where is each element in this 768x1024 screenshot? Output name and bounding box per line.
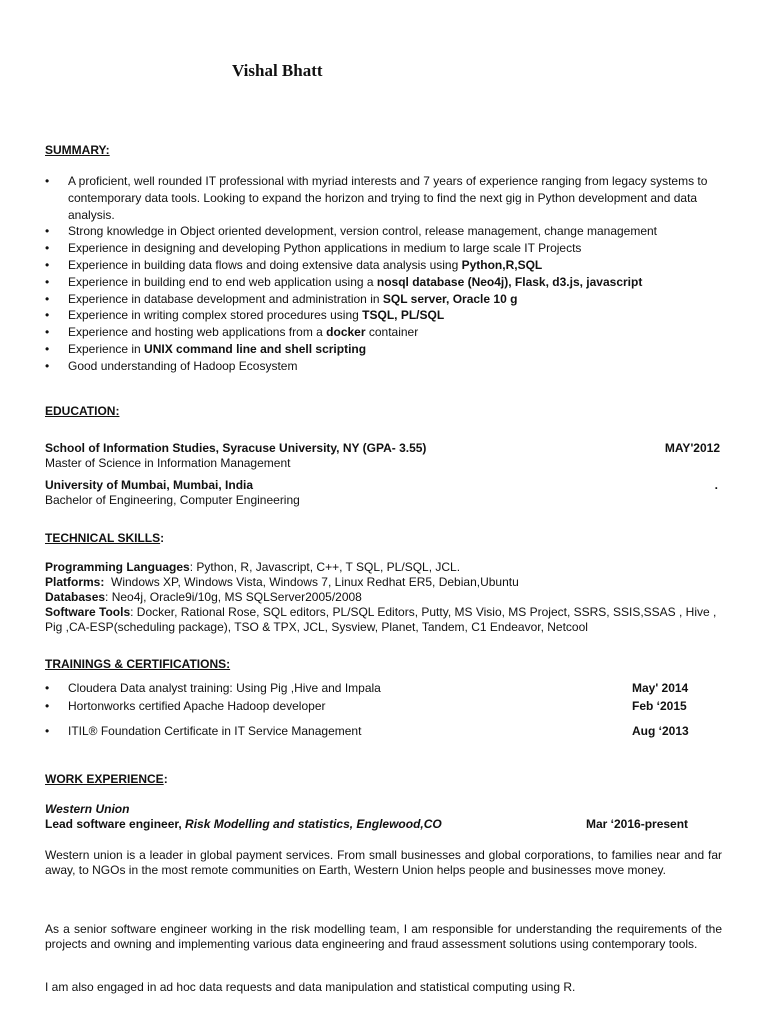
skills-block (45, 560, 725, 635)
candidate-name: Vishal Bhatt (232, 61, 323, 80)
bullet-icon: • (45, 257, 50, 272)
bullet-icon: • (45, 724, 50, 738)
summary-item: • Strong knowledge in Object oriented development, version control, release management, change management (45, 224, 658, 239)
bullet-icon: • (45, 274, 50, 289)
work-heading: WORK EXPERIENCE: (45, 772, 168, 786)
summary-item: • A proficient, well rounded IT professional with myriad interests and 7 years of experience ranging from legacy systems to contemporary data tools. Looking to expand the horizon and trying to find the next gig in Python development and data analysis. (45, 174, 708, 222)
bullet-icon: • (45, 681, 50, 695)
trainings-list (45, 680, 725, 740)
job-description: I am also engaged in ad hoc data requests and data manipulation and statistical computing using R. (45, 980, 576, 994)
degree: Bachelor of Engineering, Computer Engineering (45, 493, 300, 507)
bullet-icon: • (45, 241, 50, 256)
training-item: • Cloudera Data analyst training: Using Pig ,Hive and Impala May' 2014 (45, 681, 689, 695)
bullet-icon: • (45, 291, 50, 306)
bullet-icon: • (45, 699, 50, 713)
bullet-icon: • (45, 325, 50, 340)
degree: Master of Science in Information Management (45, 456, 291, 470)
education-date: . (714, 478, 718, 492)
skills-databases: Databases: Neo4j, Oracle9i/10g, MS SQLServer2005/2008 (45, 590, 362, 604)
summary-item: • Good understanding of Hadoop Ecosystem (45, 358, 298, 373)
job-date: Mar ‘2016-present (586, 817, 689, 831)
skills-tools: Software Tools: Docker, Rational Rose, SQL editors, PL/SQL Editors, Putty, MS Visio, MS Project, SSRS, SSIS,SSAS , Hive , Pig ,CA-ESP(scheduling package), TSO & TPX, JCL, Sysview, Planet, Tandem, C1 Endeavor, Netcool (45, 605, 717, 634)
education-date: MAY'2012 (664, 441, 720, 455)
summary-item: • Experience in building end to end web application using a nosql database (Neo4j), Flask, d3.js, javascript (45, 274, 643, 289)
bullet-icon: • (45, 341, 50, 356)
job-description: Western union is a leader in global payment services. From small businesses and global corporations, to families near and far away, to NGOs in the most remote communities on Earth, Western Union helps people and businesses move money. (45, 848, 722, 877)
school-name: School of Information Studies, Syracuse University, NY (GPA- 3.55) (45, 441, 427, 455)
bullet-icon: • (45, 358, 50, 373)
summary-item: • Experience and hosting web applications from a docker container (45, 325, 419, 340)
summary-list (45, 173, 725, 375)
trainings-heading: TRAININGS & CERTIFICATIONS: (45, 657, 231, 671)
job-title: Lead software engineer, Risk Modelling and statistics, Englewood,CO (45, 817, 442, 831)
summary-item: • Experience in writing complex stored procedures using TSQL, PL/SQL (45, 308, 445, 323)
training-item: • Hortonworks certified Apache Hadoop developer Feb ‘2015 (45, 699, 687, 713)
job-description: As a senior software engineer working in the risk modelling team, I am responsible for understanding the requirements of the projects and owning and implementing various data engineering and fraud assessment solutions using contemporary tools. (45, 922, 722, 951)
summary-item: • Experience in building data flows and doing extensive data analysis using Python,R,SQL (45, 257, 543, 272)
training-date: Aug ‘2013 (632, 724, 689, 738)
job-header (45, 802, 720, 832)
school-name: University of Mumbai, Mumbai, India (45, 478, 254, 492)
training-date: May' 2014 (632, 681, 689, 695)
education-heading: EDUCATION: (45, 404, 120, 418)
summary-item: • Experience in designing and developing Python applications in medium to large scale IT Projects (45, 241, 582, 256)
summary-heading: SUMMARY: (45, 143, 110, 157)
education-entry (45, 478, 720, 508)
training-date: Feb ‘2015 (632, 699, 687, 713)
company-name: Western Union (45, 802, 130, 816)
bullet-icon: • (45, 174, 50, 188)
summary-item: • Experience in database development and administration in SQL server, Oracle 10 g (45, 291, 518, 306)
summary-item: • Experience in UNIX command line and shell scripting (45, 341, 367, 356)
bullet-icon: • (45, 308, 50, 323)
skills-platforms: Platforms: Windows XP, Windows Vista, Windows 7, Linux Redhat ER5, Debian,Ubuntu (45, 575, 519, 589)
education-entry (45, 441, 720, 471)
bullet-icon: • (45, 224, 50, 239)
training-item: • ITIL® Foundation Certificate in IT Service Management Aug ‘2013 (45, 724, 689, 738)
skills-heading: TECHNICAL SKILLS: (45, 531, 165, 545)
skills-programming: Programming Languages: Python, R, Javascript, C++, T SQL, PL/SQL, JCL. (45, 560, 461, 574)
